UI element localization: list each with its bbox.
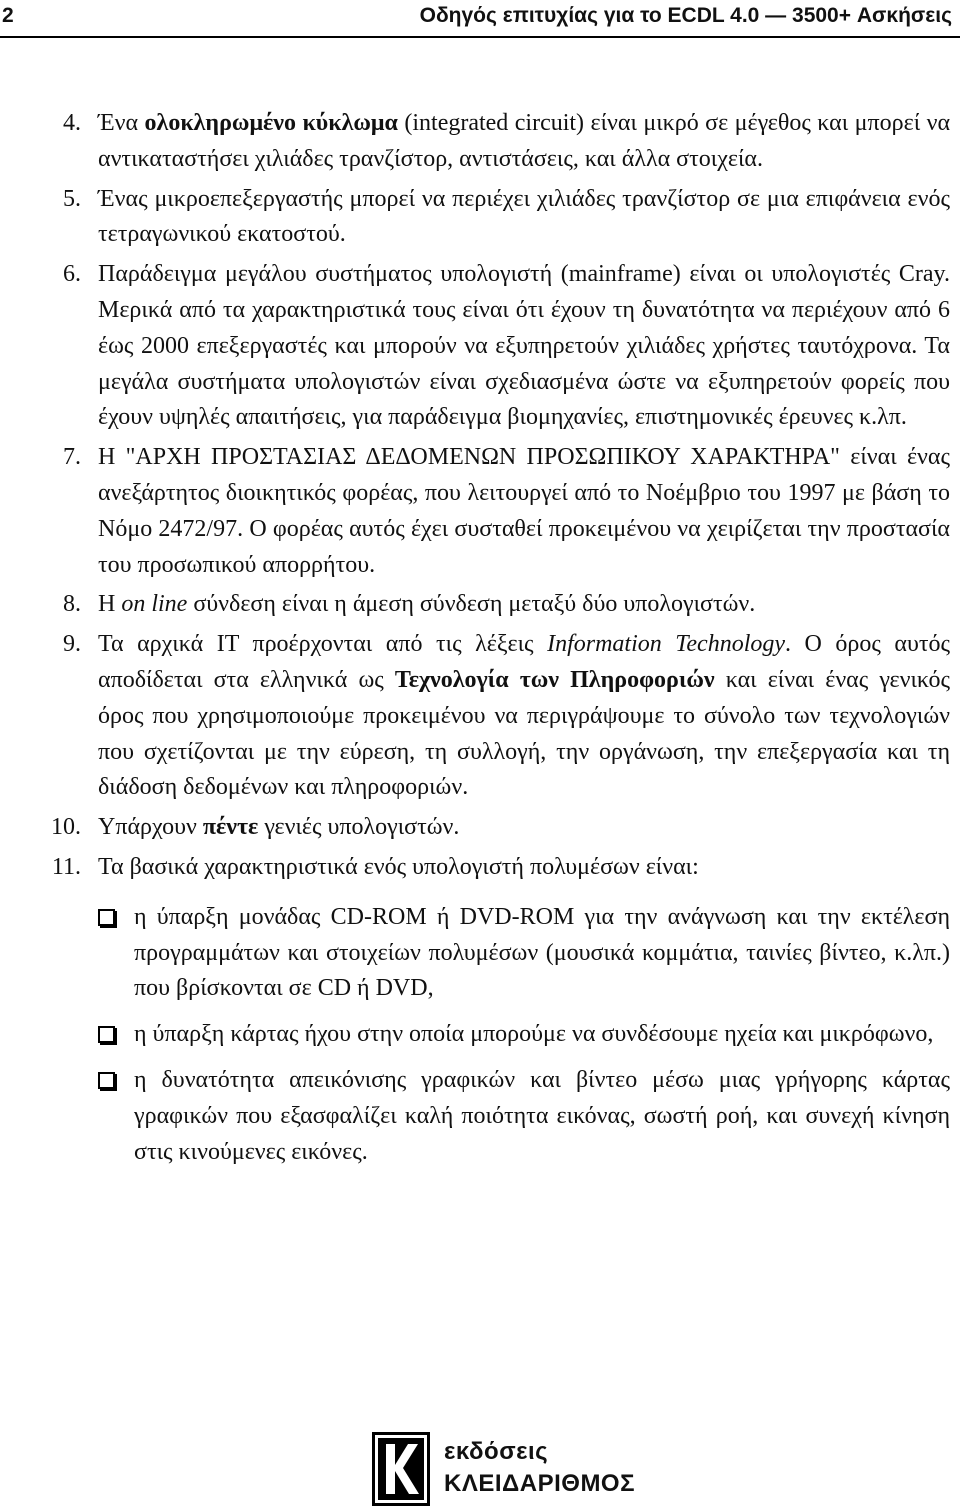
checkbox-bullet-icon [98,909,115,926]
list-item [0,106,950,178]
item-number: 8. [63,591,81,618]
publisher-logo [372,1432,672,1507]
item-number: 9. [63,631,81,658]
item-number: 6. [63,261,81,288]
item-text: Τα βασικά χαρακτηριστικά ενός υπολογιστή πολυμέσων είναι: [98,853,699,880]
item-text: σύνδεση είναι η άμεση σύνδεση μεταξύ δύο υπολογιστών. [187,591,756,618]
item-number: 5. [63,185,81,212]
bullet-item [0,1017,950,1053]
logo-line-1: εκδόσεις [444,1438,549,1465]
item-text: και είναι ένας γενικός όρος που χρησιμοποιούμε προκειμένου να περιγράψουμε το σύνολο των τεχνολογιών που σχετίζονται με την εύρεση, τη συλλογή, την οργάνωση, την επεξεργασία και τη διάδοση δεδομένων και πληροφοριών. [98,666,950,801]
item-text: γενιές υπολογιστών. [258,814,460,841]
item-number: 10. [51,814,81,841]
checkbox-bullet-icon [98,1072,115,1089]
item-text: (integrated circuit) είναι μικρό σε μέγεθος και μπορεί να αντικαταστήσει χιλιάδες τρανζίστορ, αντιστάσεις, και άλλα στοιχεία. [98,110,951,172]
list-item [0,627,950,806]
logo-line-2: ΚΛΕΙΔΑΡΙΘΜΟΣ [444,1470,636,1497]
italic-term: on line [121,591,188,618]
item-text: . Ο όρος αυτός αποδίδεται στα ελληνικά ως [98,631,950,693]
page-body [0,106,950,1180]
bullet-text: η ύπαρξη κάρτας ήχου στην οποία μπορούμε να συνδέσουμε ηχεία και μικρόφωνο, [134,1021,934,1048]
bullet-text: η ύπαρξη μονάδας CD-ROM ή DVD-ROM για την ανάγνωση και την εκτέλεση προγραμμάτων και στοιχείων πολυμέσων (μουσικά κομμάτια, ταινίες βίντεο, κ.λπ.) που βρίσκονται σε CD ή DVD, [134,903,950,1002]
publisher-logo-icon [372,1432,430,1506]
bold-term: πέντε [202,814,259,841]
page-header [0,0,960,30]
item-text: Ένα [98,110,145,136]
bullet-item [0,1063,950,1170]
bullet-list [0,900,950,1171]
bullet-item [0,900,950,1007]
italic-term: Information Technology [547,631,786,658]
running-title: Οδηγός επιτυχίας για το ECDL 4.0 — 3500+ Ασκήσεις [419,4,952,27]
page-number: 2 [2,4,14,27]
item-number: 11. [51,853,81,880]
list-item [0,440,950,583]
item-number: 7. [63,444,81,471]
bold-term: ολοκληρωμένο κύκλωμα [144,110,398,136]
item-text: Ένας μικροεπεξεργαστής μπορεί να περιέχει χιλιάδες τρανζίστορ σε μια επιφάνεια ενός τετραγωνικού εκατοστού. [98,185,950,248]
item-text: Παράδειγμα μεγάλου συστήματος υπολογιστή (mainframe) είναι οι υπολογιστές Cray. Μερικά από τα χαρακτηριστικά τους είναι ότι έχουν τη δυνατότητα να περιέχουν από 6 έως 2000 επεξεργαστές και μπορούν να εξυπηρετούν χιλιάδες χρήστες ταυτόχρονα. Τα μεγάλα συστήματα υπολογιστών είναι σχεδιασμένα ώστε να εξυπηρετούν φορείς που έχουν υψηλές απαιτήσεις, για παράδειγμα βιομηχανίες, επιστημονικές έρευνες κ.λπ. [98,261,950,431]
item-text: Η "ΑΡΧΗ ΠΡΟΣΤΑΣΙΑΣ ΔΕΔΟΜΕΝΩΝ ΠΡΟΣΩΠΙΚΟΥ ΧΑΡΑΚΤΗΡΑ" είναι ένας ανεξάρτητος διοικητικός φορέας, που λειτουργεί από το Νοέμβριο του 1997 με βάση το Νόμο 2472/97. Ο φορέας αυτός έχει συσταθεί προκειμένου να χειρίζεται την προστασία του προσωπικού απορρήτου. [98,444,950,578]
list-item [0,850,950,886]
list-item [0,587,950,623]
list-item [0,182,950,254]
bold-term: Τεχνολογία των Πληροφοριών [394,666,715,693]
list-item [0,810,950,846]
item-text: Υπάρχουν [98,814,203,841]
header-rule [0,36,960,38]
item-text: Η [98,591,122,618]
list-item [0,257,950,436]
item-number: 4. [63,110,81,136]
item-text: Τα αρχικά IT προέρχονται από τις λέξεις [98,631,548,658]
bullet-text: η δυνατότητα απεικόνισης γραφικών και βίντεο μέσω μιας γρήγορης κάρτας γραφικών που εξασφαλίζει καλή ποιότητα εικόνας, σωστή ροή, και συνεχή κίνηση στις κινούμενες εικόνες. [134,1066,950,1165]
checkbox-bullet-icon [98,1026,115,1043]
